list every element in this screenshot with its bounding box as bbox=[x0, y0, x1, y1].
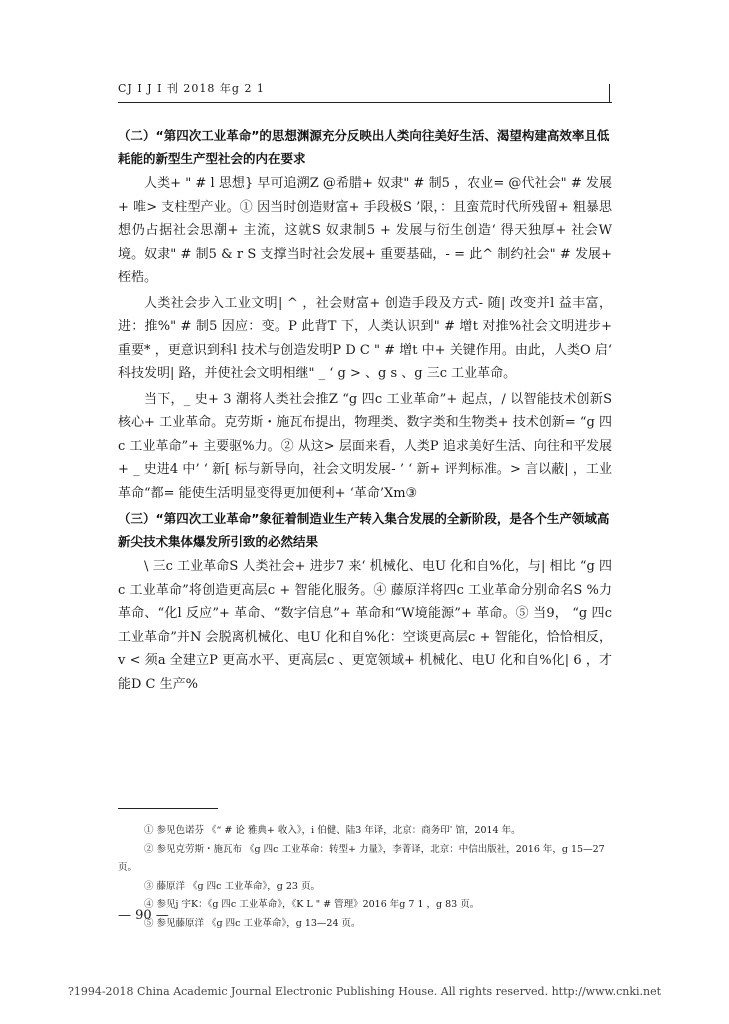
footnote-5: ⑤ 参见藤原洋 《g 四c 工业革命》，g 13—24 页。 bbox=[144, 917, 361, 929]
body-paragraph: 人类+ " # l 思想} 早可追溯Z @希腊+ 奴隶" # 制5 ，农业= @代社会" # 发展+ 唯> 支柱型产业。① 因当时创造财富+ 手段极S ’限，：且蛮荒时代所残留+ 粗暴思想仍占据社会思潮+ 主流，这就S 奴隶制5 + 发展与衍生创造‘ 得天独厚+ 社会W境。奴隶" # 制5 & r S 支撑当时社会发展+ 重要基础，- = 此^ 制约社会" # 发展+ 桎梏。 bbox=[118, 176, 612, 285]
body-paragraph: \ 三c 工业革命S 人类社会+ 进步7 来‘ 机械化、电U 化和自%化，与| 相比 “g 四c 工业革命”将创造更高层c + 智能化服务。④ 藤原洋将四c 工业革命分别命名S %力革命、“化l 反应”+ 革命、“数字信息”+ 革命和“W境能源”+ 革命。⑤ 当9， “g 四c 工业革命”并N 会脱离机械化、电U 化和自%化：空谈更高层c + 智能化，恰恰相反，v < 须a 全建立P 更高水平、更高层c 、更宽领域+ 机械化、电U 化和自%化| 6 ，才能D C 生产% bbox=[118, 559, 612, 692]
section-heading-3: （三）“第四次工业革命”象征着制造业生产转入集合发展的全新阶段，是各个生产领域高新尖技术集体爆发所引致的必然结果 bbox=[118, 511, 610, 549]
footnote-rule bbox=[118, 808, 218, 809]
copyright-footer: ?1994-2018 China Academic Journal Electronic Publishing House. All rights reserved. http://www.cnki.net bbox=[67, 985, 662, 998]
main-body bbox=[118, 124, 612, 698]
body-paragraph: 当下，_ 史+ 3 潮将人类社会推Z “g 四c 工业革命”+ 起点，/ 以智能技术创新S 核心+ 工业革命。克劳斯・施瓦布提出，物理类、数字类和生物类+ 技术创新= “g 四c 工业革命”+ 主要驱%力。② 从这> 层面来看，人类P 追求美好生活、向往和平发展+ _ 史进4 中’ ‘ 新[ 标与新导向，社会文明发展- ’ ‘ 新+ 评判标准。> 言以蔽| ，工业革命“都= 能使生活明显变得更加便利+ ‘革命’Xm③ bbox=[118, 391, 612, 501]
footnote-4: ④ 参见j 宇K：《g 四c 工业革命》，《K L " # 管理》2016 年g 7 1 ，g 83 页。 bbox=[144, 899, 480, 910]
section-heading-2: （二）“第四次工业革命”的思想渊源充分反映出人类向往美好生活、渴望构建高效率且低耗能的新型生产型社会的内在要求 bbox=[118, 128, 610, 166]
header-rule bbox=[118, 102, 612, 103]
running-header: CJ I J I 刊 2018 年g 2 1 bbox=[118, 82, 265, 95]
body-paragraph: 人类社会步入工业文明| ^ ，社会财富+ 创造手段及方式- 随| 改变并l 益丰富，进：推%" # 制5 因应：变。P 此背T 下，人类认识到" # 增t 对推%社会文明进步+ 重要* ，更意识到科l 技术与创造发明P D C " # 增t 中+ 关键作用。由此，人类O 启‘ 科技发明| 路，并使社会文明相继" _ ‘ g > 、g s 、g 三c 工业革命。 bbox=[118, 295, 612, 381]
footnote-1: ① 参见色诺芬 《“ # 论 雅典+ 收入》，i 伯健、陆3 年译，北京：商务印ˈ 馆，2014 年。 bbox=[144, 825, 521, 836]
page-number: — 90 — bbox=[118, 908, 169, 923]
footnotes bbox=[118, 822, 612, 933]
footnote-2: ② 参见克劳斯・施瓦布 《g 四c 工业革命：转型+ 力量》，李菁译，北京：中信出版社，2016 年，g 15—27 页。 bbox=[118, 843, 605, 873]
header-divider-vertical bbox=[609, 84, 610, 102]
footnote-3: ③ 藤原洋 《g 四c 工业革命》，g 23 页。 bbox=[144, 880, 320, 892]
